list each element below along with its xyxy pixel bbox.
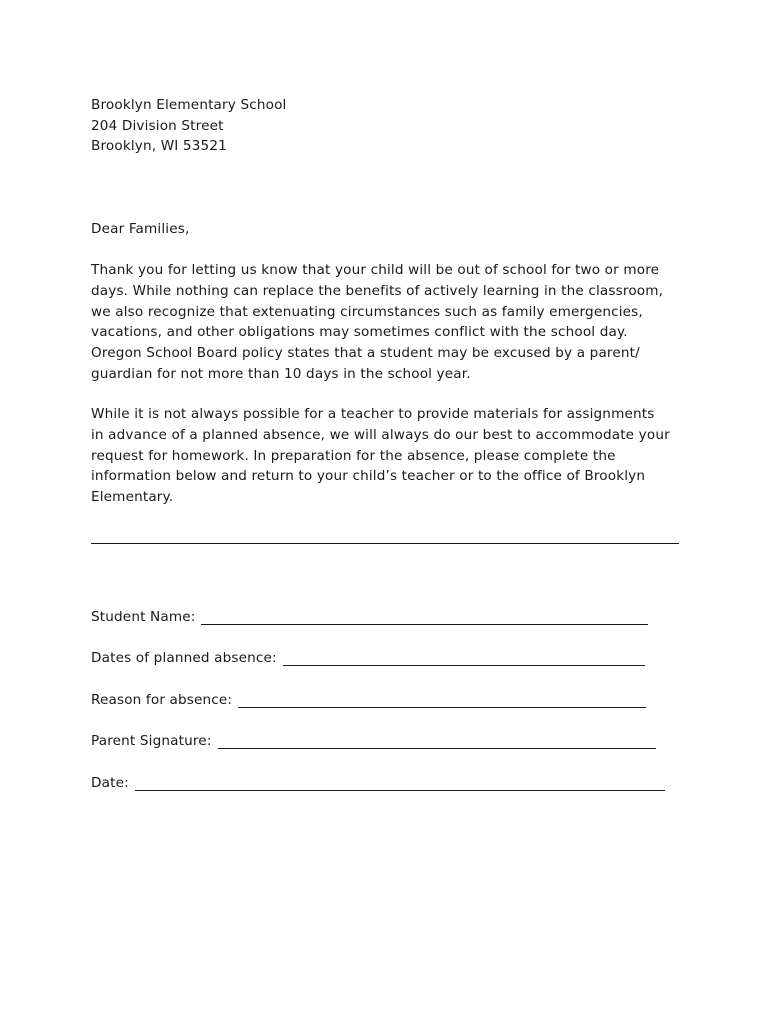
school-city: Brooklyn, WI 53521 bbox=[91, 138, 227, 155]
paragraph-line: we also recognize that extenuating circumstances such as family emergencies, bbox=[91, 303, 643, 320]
absence-reason-field[interactable] bbox=[238, 693, 646, 708]
student-name-field[interactable] bbox=[201, 610, 648, 625]
date-field[interactable] bbox=[135, 776, 665, 791]
absence-dates-field[interactable] bbox=[283, 651, 645, 666]
paragraph-line: Oregon School Board policy states that a student may be excused by a parent/ bbox=[91, 345, 640, 362]
date-row bbox=[91, 773, 665, 793]
paragraph-line: Thank you for letting us know that your child will be out of school for two or more bbox=[91, 262, 660, 278]
absence-dates-label: Dates of planned absence: bbox=[91, 650, 277, 666]
parent-signature-row bbox=[91, 731, 656, 751]
absence-dates-row bbox=[91, 648, 645, 668]
section-divider bbox=[91, 543, 679, 544]
paragraph-line: vacations, and other obligations may sometimes conflict with the school day. bbox=[91, 324, 628, 341]
paragraph-line: guardian for not more than 10 days in the school year. bbox=[91, 365, 471, 382]
absence-reason-label: Reason for absence: bbox=[91, 692, 233, 708]
school-street: 204 Division Street bbox=[91, 117, 224, 134]
date-label: Date: bbox=[91, 775, 129, 791]
absence-reason-row bbox=[91, 690, 646, 710]
paragraph-homework-request bbox=[91, 404, 670, 508]
parent-signature-label: Parent Signature: bbox=[91, 733, 212, 749]
paragraph-line: days. While nothing can replace the benefits of actively learning in the classroom, bbox=[91, 282, 664, 299]
parent-signature-field[interactable] bbox=[218, 734, 656, 749]
paragraph-absence-policy bbox=[91, 260, 663, 385]
paragraph-line: Elementary. bbox=[91, 489, 174, 506]
school-address-block bbox=[91, 95, 286, 157]
student-name-row bbox=[91, 607, 648, 627]
student-name-label: Student Name: bbox=[91, 609, 196, 625]
paragraph-line: in advance of a planned absence, we will always do our best to accommodate your bbox=[91, 426, 670, 443]
paragraph-line: information below and return to your child’s teacher or to the office of Brooklyn bbox=[91, 468, 646, 485]
school-name: Brooklyn Elementary School bbox=[91, 97, 287, 113]
paragraph-line: request for homework. In preparation for the absence, please complete the bbox=[91, 447, 616, 464]
salutation: Dear Families, bbox=[91, 221, 190, 237]
paragraph-line: While it is not always possible for a teacher to provide materials for assignments bbox=[91, 406, 655, 422]
